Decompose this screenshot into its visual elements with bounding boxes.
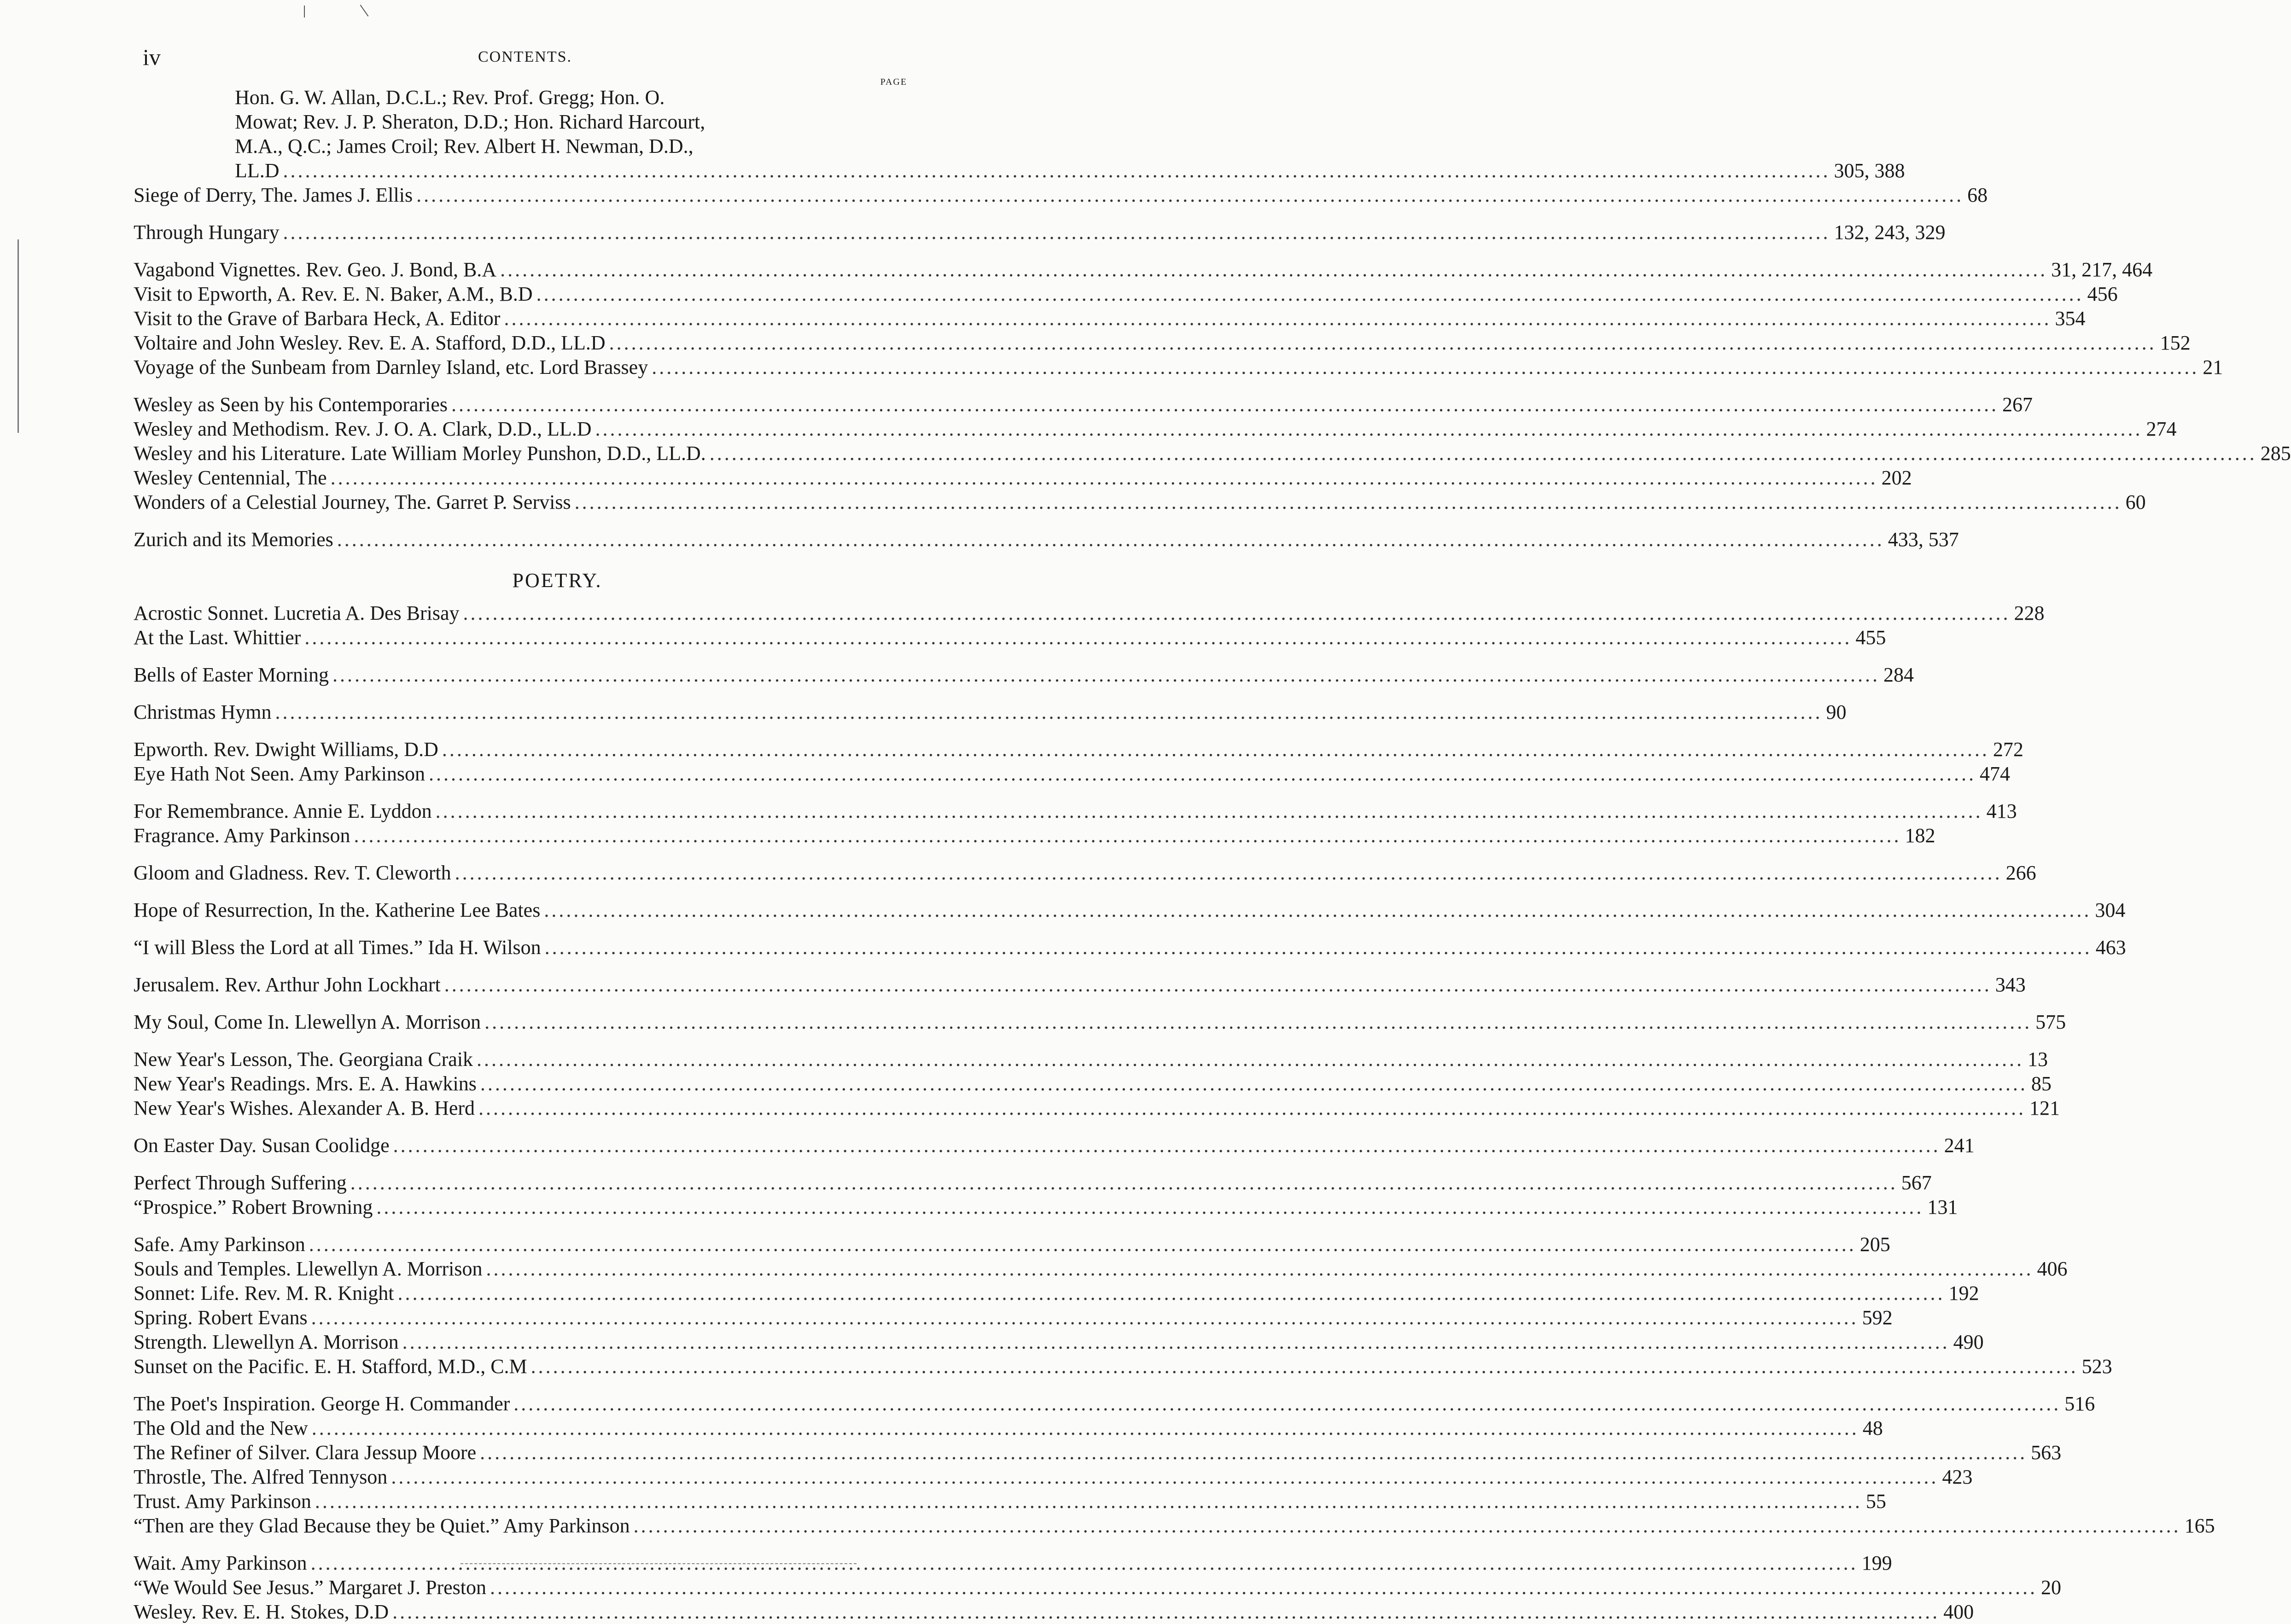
toc-entry xyxy=(134,220,1946,244)
leader-dots xyxy=(595,417,2143,441)
toc-entry xyxy=(134,1354,2112,1379)
leader-dots xyxy=(545,935,2092,960)
toc-entry xyxy=(134,1232,1890,1257)
entry-title: For Remembrance. Annie E. Lyddon xyxy=(134,800,432,822)
entry-pages: 413 xyxy=(1986,800,2017,822)
toc-entry xyxy=(134,306,2086,331)
entry-title: Wonders of a Celestial Journey, The. Garret P. Serviss xyxy=(134,491,571,513)
entry-pages: 463 xyxy=(2095,936,2126,959)
entry-title: New Year's Wishes. Alexander A. B. Herd xyxy=(134,1097,475,1119)
toc-entry xyxy=(134,331,2191,355)
toc-entry xyxy=(134,1330,1984,1354)
leader-dots xyxy=(652,355,2199,379)
entry-pages: 456 xyxy=(2087,283,2118,305)
entry-title: New Year's Readings. Mrs. E. A. Hawkins xyxy=(134,1072,477,1095)
entry-title: Fragrance. Amy Parkinson xyxy=(134,824,350,847)
toc-entry xyxy=(134,1465,1973,1489)
entry-pages: 423 xyxy=(1942,1466,1973,1488)
leader-dots xyxy=(490,1575,2037,1600)
leader-dots xyxy=(311,1305,1859,1330)
entry-pages: 400 xyxy=(1943,1601,1974,1623)
entry-pages: 354 xyxy=(2055,307,2086,330)
leader-dots xyxy=(304,625,1852,650)
entry-pages: 575 xyxy=(2035,1011,2066,1033)
entry-title: Visit to the Grave of Barbara Heck, A. Editor xyxy=(134,307,501,330)
table-of-contents xyxy=(134,85,2291,1624)
leader-dots xyxy=(315,1489,1862,1513)
entry-title: Wait. Amy Parkinson xyxy=(134,1552,307,1574)
entry-title: Jerusalem. Rev. Arthur John Lockhart xyxy=(134,973,441,996)
poetry-entries xyxy=(134,601,2215,1624)
entry-pages: 55 xyxy=(1865,1490,1886,1513)
toc-entry xyxy=(134,441,2291,466)
entry-pages: 592 xyxy=(1862,1306,1893,1329)
entry-title: Eye Hath Not Seen. Amy Parkinson xyxy=(134,763,426,785)
entry-pages: 305, 388 xyxy=(1834,159,1905,182)
leader-dots xyxy=(309,1232,1856,1257)
page-edge-rule xyxy=(461,1563,857,1564)
entry-pages: 121 xyxy=(2029,1097,2060,1119)
entry-pages: 490 xyxy=(1953,1331,1984,1353)
leader-dots xyxy=(283,158,1830,183)
section-heading-poetry: POETRY. xyxy=(512,569,602,592)
leader-dots xyxy=(536,282,2084,306)
entry-title: The Poet's Inspiration. George H. Commander xyxy=(134,1392,510,1415)
running-title: CONTENTS. xyxy=(478,48,572,65)
leader-dots xyxy=(444,972,1992,997)
toc-entry xyxy=(134,625,1886,650)
toc-entry xyxy=(134,490,2146,514)
entry-pages: 132, 243, 329 xyxy=(1834,221,1946,244)
leader-dots xyxy=(480,1440,2027,1465)
toc-entry xyxy=(134,1281,1979,1305)
entry-title: Wesley Centennial, The xyxy=(134,466,327,489)
leader-dots xyxy=(531,1354,2078,1379)
entry-pages: 48 xyxy=(1862,1417,1883,1439)
leader-dots xyxy=(350,1170,1898,1195)
entry-title: Through Hungary xyxy=(134,221,280,244)
entry-pages: 406 xyxy=(2037,1257,2068,1280)
leader-dots xyxy=(312,1416,1859,1440)
entry-title: Voyage of the Sunbeam from Darnley Island, etc. Lord Brassey xyxy=(134,356,648,378)
toc-entry xyxy=(134,1513,2215,1538)
toc-entry xyxy=(134,1575,2062,1600)
entry-title: New Year's Lesson, The. Georgiana Craik xyxy=(134,1048,473,1071)
toc-entry xyxy=(134,1195,1958,1219)
toc-entry xyxy=(134,861,2036,885)
toc-entry xyxy=(134,737,2023,762)
leader-dots xyxy=(391,1465,1938,1489)
entry-title: Epworth. Rev. Dwight Williams, D.D xyxy=(134,738,438,761)
entry-pages: 192 xyxy=(1948,1282,1979,1304)
leader-dots xyxy=(455,861,2002,885)
leader-dots xyxy=(710,441,2257,466)
toc-entry xyxy=(134,1133,1975,1158)
entry-title: The Old and the New xyxy=(134,1417,308,1439)
entry-title: Sonnet: Life. Rev. M. R. Knight xyxy=(134,1282,394,1304)
entry-pages: 13 xyxy=(2028,1048,2048,1071)
entry-title: On Easter Day. Susan Coolidge xyxy=(134,1134,390,1157)
entry-pages: 21 xyxy=(2203,356,2223,378)
entry-title: “Prospice.” Robert Browning xyxy=(134,1196,373,1218)
leader-dots xyxy=(429,762,1976,786)
leader-dots xyxy=(332,663,1880,687)
entry-title: “We Would See Jesus.” Margaret J. Preston xyxy=(134,1576,487,1599)
entry-title: Acrostic Sonnet. Lucretia A. Des Brisay xyxy=(134,602,460,624)
toc-entry xyxy=(134,158,1905,183)
entry-pages: 274 xyxy=(2146,418,2177,440)
leader-dots xyxy=(634,1513,2181,1538)
entry-title: Visit to Epworth, A. Rev. E. N. Baker, A.M., B.D xyxy=(134,283,533,305)
leader-dots xyxy=(480,1071,2028,1096)
entry-pages: 523 xyxy=(2081,1355,2112,1378)
leader-dots xyxy=(354,823,1901,848)
toc-entry xyxy=(134,663,1914,687)
entry-title: Trust. Amy Parkinson xyxy=(134,1490,311,1513)
entry-title: Throstle, The. Alfred Tennyson xyxy=(134,1466,388,1488)
leader-dots xyxy=(609,331,2157,355)
toc-entry xyxy=(134,1305,1893,1330)
toc-entry xyxy=(134,1170,1932,1195)
toc-entry xyxy=(134,700,1847,724)
entry-pages: 343 xyxy=(1995,973,2026,996)
entry-title: Strength. Llewellyn A. Morrison xyxy=(134,1331,399,1353)
entry-pages: 474 xyxy=(1980,763,2011,785)
toc-entry xyxy=(134,466,1912,490)
entry-pages: 199 xyxy=(1861,1552,1892,1574)
entry-title: Safe. Amy Parkinson xyxy=(134,1233,305,1256)
toc-entry xyxy=(134,1071,2052,1096)
toc-entry xyxy=(134,1257,2068,1281)
leader-dots xyxy=(484,1010,2032,1034)
entry-continuation-line: Hon. G. W. Allan, D.C.L.; Rev. Prof. Gregg; Hon. O. xyxy=(235,86,665,109)
entry-pages: 455 xyxy=(1855,626,1886,649)
leader-dots xyxy=(337,527,1884,552)
entry-pages: 131 xyxy=(1927,1196,1958,1218)
entry-title: Wesley. Rev. E. H. Stokes, D.D xyxy=(134,1601,389,1623)
toc-entry xyxy=(134,799,2017,823)
leader-dots xyxy=(486,1257,2034,1281)
entry-pages: 284 xyxy=(1883,664,1914,686)
toc-entry xyxy=(134,1600,1974,1624)
leader-dots xyxy=(463,601,2011,625)
toc-entry xyxy=(134,527,1959,552)
leader-dots xyxy=(451,392,1999,417)
toc-entry xyxy=(134,1440,2062,1465)
toc-entry xyxy=(134,1416,1883,1440)
leader-dots xyxy=(402,1330,1950,1354)
entry-continuation-line: M.A., Q.C.; James Croil; Rev. Albert H. Newman, D.D., xyxy=(235,135,694,157)
leader-dots xyxy=(442,737,1989,762)
entry-title: “I will Bless the Lord at all Times.” Ida H. Wilson xyxy=(134,936,541,959)
leader-dots xyxy=(392,1600,1940,1624)
entry-pages: 20 xyxy=(2041,1576,2062,1599)
page-header xyxy=(143,44,907,87)
toc-entry xyxy=(134,183,1988,207)
toc-entry xyxy=(134,823,1935,848)
entry-title: Wesley as Seen by his Contemporaries xyxy=(134,393,448,416)
leader-dots xyxy=(513,1391,2061,1416)
prose-entries xyxy=(134,183,2291,552)
entry-title: Souls and Temples. Llewellyn A. Morrison xyxy=(134,1257,483,1280)
toc-entry xyxy=(134,898,2126,922)
leader-dots xyxy=(477,1047,2024,1071)
entry-title: “Then are they Glad Because they be Quiet.” Amy Parkinson xyxy=(134,1514,630,1537)
leader-dots xyxy=(393,1133,1941,1158)
entry-title: Siege of Derry, The. James J. Ellis xyxy=(134,184,413,206)
entry-title: Sunset on the Pacific. E. H. Stafford, M.D., C.M xyxy=(134,1355,527,1378)
toc-entry xyxy=(134,935,2126,960)
entry-title: Spring. Robert Evans xyxy=(134,1306,308,1329)
entry-title: Hope of Resurrection, In the. Katherine Lee Bates xyxy=(134,899,541,921)
leader-dots xyxy=(436,799,1983,823)
entry-pages: 202 xyxy=(1881,466,1912,489)
leader-dots xyxy=(283,220,1830,244)
entry-title: My Soul, Come In. Llewellyn A. Morrison xyxy=(134,1011,481,1033)
ink-mark xyxy=(17,239,19,433)
toc-entry xyxy=(134,392,2033,417)
entry-title: Gloom and Gladness. Rev. T. Cleworth xyxy=(134,861,451,884)
toc-entry xyxy=(134,417,2177,441)
leader-dots xyxy=(376,1195,1924,1219)
entry-title: Vagabond Vignettes. Rev. Geo. J. Bond, B.A xyxy=(134,258,497,281)
toc-entry xyxy=(134,1047,2048,1071)
toc-entry xyxy=(134,1489,1886,1513)
page-column-label: PAGE xyxy=(880,77,907,87)
page-number: iv xyxy=(143,44,161,70)
entry-pages: 68 xyxy=(1967,184,1988,206)
entry-pages: 85 xyxy=(2031,1072,2052,1095)
entry-title: Voltaire and John Wesley. Rev. E. A. Stafford, D.D., LL.D xyxy=(134,332,606,354)
entry-pages: 31, 217, 464 xyxy=(2051,258,2153,281)
toc-entry xyxy=(134,1096,2060,1120)
entry-title: Bells of Easter Morning xyxy=(134,664,329,686)
leader-dots xyxy=(500,257,2047,282)
entry-title: Wesley and his Literature. Late William Morley Punshon, D.D., LL.D. xyxy=(134,442,706,465)
entry-continuation-line: Mowat; Rev. J. P. Sheraton, D.D.; Hon. Richard Harcourt, xyxy=(235,111,705,133)
entry-title: At the Last. Whittier xyxy=(134,626,301,649)
entry-pages: 60 xyxy=(2125,491,2146,513)
entry-pages: 272 xyxy=(1993,738,2023,761)
entry-pages: 205 xyxy=(1860,1233,1890,1256)
leader-dots xyxy=(275,700,1822,724)
entry-pages: 304 xyxy=(2095,899,2126,921)
toc-entry xyxy=(134,1391,2095,1416)
leader-dots xyxy=(416,183,1964,207)
entry-title: The Refiner of Silver. Clara Jessup Moore xyxy=(134,1441,477,1464)
leader-dots xyxy=(331,466,1878,490)
entry-pages: 285 xyxy=(2260,442,2291,465)
entry-title: Wesley and Methodism. Rev. J. O. A. Clark, D.D., LL.D xyxy=(134,418,592,440)
toc-entry xyxy=(134,355,2223,379)
entry-title: Zurich and its Memories xyxy=(134,528,333,551)
entry-pages: 267 xyxy=(2002,393,2033,416)
entry-pages: 567 xyxy=(1901,1171,1932,1194)
leader-dots xyxy=(504,306,2051,331)
ink-mark xyxy=(304,6,305,17)
entry-pages: 433, 537 xyxy=(1888,528,1959,551)
toc-entry xyxy=(134,282,2118,306)
entry-pages: 182 xyxy=(1905,824,1935,847)
entry-pages: 516 xyxy=(2064,1392,2095,1415)
toc-entry xyxy=(134,972,2026,997)
toc-entry xyxy=(134,1010,2066,1034)
entry-pages: 228 xyxy=(2014,602,2045,624)
entry-pages: 266 xyxy=(2005,861,2036,884)
toc-entry xyxy=(134,762,2011,786)
entry-pages: 241 xyxy=(1944,1134,1975,1157)
entry-title: Perfect Through Suffering xyxy=(134,1171,347,1194)
toc-entry xyxy=(134,601,2045,625)
leader-dots xyxy=(544,898,2091,922)
entry-pages: 90 xyxy=(1826,701,1847,723)
leader-dots xyxy=(397,1281,1945,1305)
toc-entry xyxy=(134,257,2153,282)
entry-pages: 165 xyxy=(2184,1514,2215,1537)
ink-mark xyxy=(360,5,369,17)
leader-dots xyxy=(575,490,2122,514)
entry-pages: 152 xyxy=(2160,332,2191,354)
entry-title: Christmas Hymn xyxy=(134,701,272,723)
leader-dots xyxy=(478,1096,2026,1120)
entry-title: LL.D xyxy=(235,159,280,182)
entry-pages: 563 xyxy=(2031,1441,2062,1464)
